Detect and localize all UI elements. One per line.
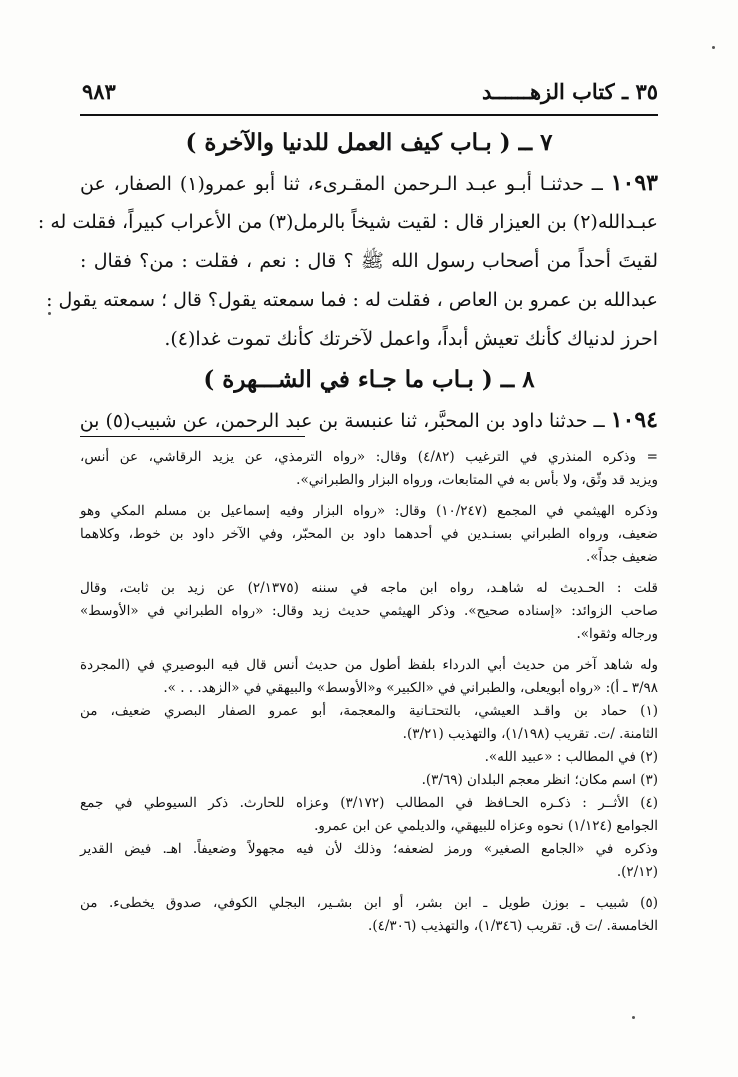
footnote-line: = وذكره المنذري في الترغيب (٤/٨٢) وقال: «رواه الترمذي، عن يزيد الرقاشي، عن أنس، — [80, 449, 658, 465]
hadith-1094 — [80, 401, 658, 440]
hadith-line: عبدالله بن عمرو بن العاص ، فقلت له : فما سمعته يقول؟ قال ؛ سمعته يقول : — [46, 289, 658, 311]
footnote-line: ويزيد قد وثّق، ولا بأس به في المتابعات، ورواه البزار والطبراني». — [296, 472, 658, 488]
main-text — [37, 122, 658, 440]
hadith-1093 — [37, 164, 658, 359]
hadith-line: عبـدالله(٢) بن العيزار قال : لقيت شيخاً بالرمل(٣) من الأعراب كبيراً، فقلت له : — [37, 211, 658, 233]
footnote-line: (٢) في المطالب : «عبيد الله». — [484, 749, 658, 765]
footnote-separator — [80, 436, 305, 437]
footnote-line: ضعيف، ورواه الطبراني بسنـدين في أحدهما داود بن المحبّر، وفي الآخر داود بن خوط، وكلاهما — [80, 526, 658, 542]
footnote-line: الجوامع (١/١٢٤) نحوه وعزاه للبيهقي، والديلمي عن ابن عمرو. — [314, 818, 658, 834]
footnote-line: الخامسة. /ت ق. تقريب (١/٣٤٦)، والتهذيب (٤/٣٠٦). — [368, 918, 658, 934]
scan-speck — [48, 312, 51, 315]
footnote-line: ٣/٩٨ ـ أ): «رواه أبويعلى، والطبراني في «الكبير» و«الأوسط» والبيهقي في «الزهد. . . ». — [163, 680, 658, 696]
footnote-line: ورجاله وثقوا». — [576, 626, 658, 642]
footnote-line: صاحب الزوائد: «إسناده صحيح». وذكر الهيثمي حديث زيد وقال: «رواه الطبراني في «الأوسط» — [80, 603, 658, 619]
footnote-line: وذكره في «الجامع الصغير» ورمز لضعفه؛ وذلك لأن فيه مجهولاً وضعيفاً. اهـ. فيض القدير — [80, 841, 658, 857]
footnote-line: الثامنة. /ت. تقريب (١/١٩٨)، والتهذيب (٣/٢١). — [402, 726, 658, 742]
footnote-line: (١) حماد بن واقـد العيشي، بالتحتـانية والمعجمة، أبو عمرو الصفار البصري ضعيف، من — [80, 703, 658, 719]
chapter-heading-7: ٧ ــ ( بـاب كيف العمل للدنيا والآخرة ) — [185, 129, 553, 156]
running-header — [82, 72, 658, 110]
hadith-line: لقيتَ أحداً من أصحاب رسول الله ﷺ ؟ قال : نعم ، فقلت : من؟ فقال : — [80, 250, 658, 272]
chapter-heading-8: ٨ ــ ( بـاب ما جـاء في الشـــهرة ) — [203, 366, 535, 393]
hadith-number: ١٠٩٤ — [610, 407, 658, 433]
scan-speck — [712, 46, 715, 49]
footnote-line: (٢/١٢). — [616, 864, 658, 880]
page-number: ٩٨٣ — [82, 78, 116, 104]
footnote-line: ضعيف جداً». — [585, 549, 658, 565]
footnote-line: (٤) الأثــر : ذكـره الحـافظ في المطالب (٣/١٧٢) وعزاه للحارث. ذكر السيوطي في جمع — [80, 795, 659, 811]
footnote-line: (٣) اسم مكان؛ انظر معجم البلدان (٣/٦٩). — [421, 772, 658, 788]
hadith-number: ١٠٩٣ — [610, 170, 658, 196]
footnote-line: وذكره الهيثمي في المجمع (١٠/٢٤٧) وقال: «رواه البزار وفيه إسماعيل بن مسلم المكي وهو — [80, 503, 658, 519]
hadith-line: ١٠٩٤ ــ حدثنا داود بن المحبَّر، ثنا عنبسة بن عبد الرحمن، عن شبيب(٥) بن — [79, 407, 658, 433]
footnote-line: (٥) شبيب ـ بوزن طويل ـ ابن بشر، أو ابن بشـير، البجلي الكوفي، صدوق يخطىء. من — [80, 895, 658, 911]
header-rule — [80, 114, 658, 116]
footnotes — [80, 446, 658, 938]
book-title: ٣٥ ـ كتاب الزهــــــد — [482, 78, 658, 104]
footnote-line: قلت : الحـديث له شاهـد، رواه ابن ماجه في سننه (٢/١٣٧٥) عن زيد بن ثابت، وقال — [80, 580, 659, 596]
scan-speck — [632, 1016, 635, 1019]
footnote-line: وله شاهد آخر من حديث أبي الدرداء بلفظ أطول من حديث أنس قال فيه البوصيري في (المجردة — [80, 657, 658, 673]
hadith-line: احرز لدنياك كأنك تعيش أبداً، واعمل لآخرتك كأنك تموت غدا(٤). — [164, 328, 658, 350]
hadith-line: ١٠٩٣ ــ حدثنـا أبـو عبـد الـرحمن المقـرىء، ثنا أبو عمرو(١) الصفار، عن — [80, 170, 658, 196]
